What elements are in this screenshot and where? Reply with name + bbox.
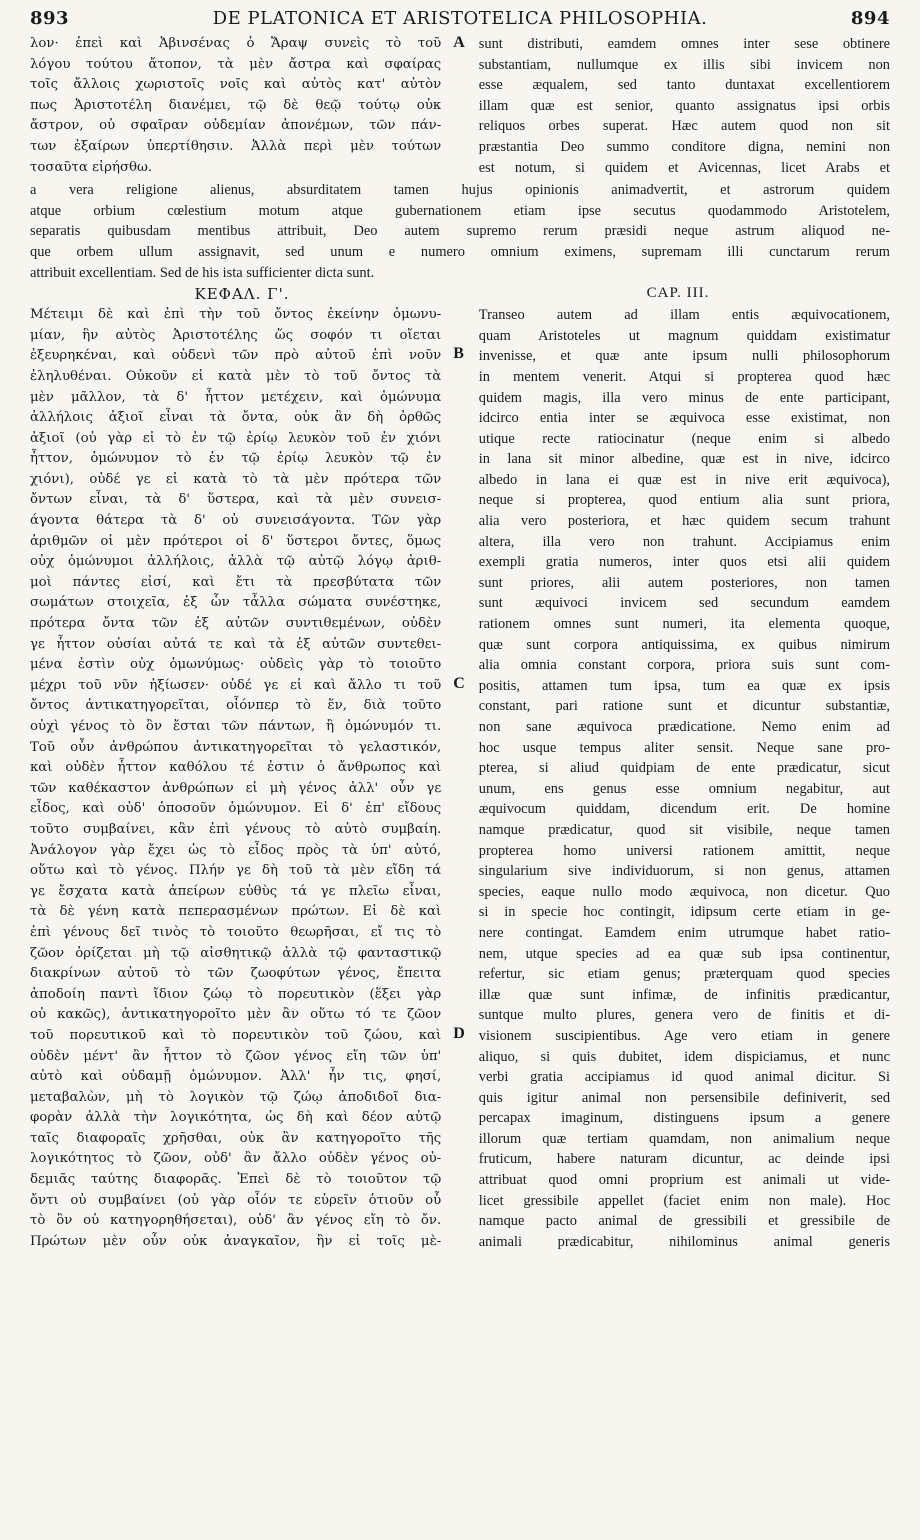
text-line: altera, illa vero non trahunt. Accipiamus enim [478,533,891,550]
text-line: aliquo, si quis dubitet, idem dispiciamus, et nunc [478,1048,891,1065]
text-line: οὐχὶ γένος τὸ ὂν ἔσται τῶν πάντων, ἢ ὁμώνυμόν τι. [30,719,442,734]
text-line: non sane æquivoca prædicatione. Nemo enim ad [478,719,891,735]
text-line: invenisse, et quæ ante ipsum nulli philosophorum [478,348,891,365]
text-line: sunt æquivoci invicem sed secundum eamdem [478,595,891,612]
text-line: pterea, si aliud quidpiam de ente prædicatur, sicut [478,760,891,777]
text-line: si in specie hoc contingit, idipsum certe etiam in ge- [478,904,891,921]
text-line: unum, ens genus esse omnium negabitur, aut [478,780,891,797]
section-marker-d: D [453,1025,465,1043]
text-line: Τοῦ οὖν ἀνθρώπου ἀντικατηγορεῖται τὸ γελαστικόν, [30,739,442,755]
text-line: suntque multo plures, genera vero de finitis et di- [478,1007,891,1024]
text-line: Μέτειμι δὲ καὶ ἐπὶ τὴν τοῦ ὄντος ἐκείνην ὁμωνυ- [30,307,442,323]
text-line: percapax imaginum, distinguens ipsum a genere [478,1110,891,1127]
text-line: οὕτω καὶ τὸ γένος. Πλήν γε δὴ τοῦ τὰ μὲν εἴδη τά [30,863,442,879]
text-line: animali prædicabitur, nihilominus animal generis [478,1233,891,1250]
text-line: idcirco entia inter se æquivoca esse existimat, non [478,410,891,427]
text-line: τοῖς ἄλλοις χωριστοῖς νοῖς καὶ αὐτὸς κατ' αὐτὸν [30,77,442,93]
text-line: namque pacto animal de gressibili et gressibile de [478,1213,891,1230]
text-line: πως Ἀριστοτέλη διανέμει, τῷ δὲ θεῷ τούτῳ οὐκ [30,97,442,113]
text-line: λογικότητος τὸ ζῶον, οὐδ' ἂν ἄλλο οὐδὲν γένος οὐ- [30,1151,442,1167]
text-line: positis, attamen tum ipsa, tum ea quæ ex ipsis [478,677,891,694]
text-line: οὐδὲν μέντ' ἂν ἧττον τὸ ζῶον γένος εἴη τῶν ὑπ' [30,1048,442,1064]
top-columns [30,34,890,178]
text-line: τὸ ὂν οὐ κατηγορηθήσεται), οὐδ' ἂν γένος εἴη τὸ ὄν. [30,1213,442,1229]
text-line: in mentem venerit. Atqui si propterea quod hæc [478,368,891,385]
text-line: reliquos orbes superat. Hæc autem quod non sit [478,118,891,135]
text-line: quæ sunt corpora antiquissima, ex quibus nimirum [478,636,891,653]
text-line: alia omnia constant corpora, priora suis sunt com- [478,657,891,674]
text-line: τοῦτο συμβαίνει, κἂν ἐπὶ γένους τὸ αὐτὸ συμβαίη. [30,821,442,837]
text-line: albedo in lana ei quæ est in nive erit æquivoca), [478,471,891,488]
latin-column-body [479,305,890,1252]
text-line: αὐτὸ καὶ οὐδαμῇ ὁμώνυμον. Ἀλλ' ἦν τις, φησί, [30,1069,442,1085]
text-line: των ἐξαίρων ὑπερτίθησιν. Ἀλλὰ περὶ μὲν τούτων [30,138,442,154]
text-line: σωμάτων στοιχεῖα, ἐξ ὧν τἆλλα σώματα συνέστηκε, [30,595,442,611]
greek-column-top [30,34,441,178]
text-line: quam Aristoteles ut magnum quiddam existimatur [478,327,891,344]
text-line: ταῖς διαφοραῖς χρῆσθαι, οὐκ ἂν κατηγοροῖτο τῆς [30,1130,442,1146]
text-line: sunt priores, alii autem posteriores, non tamen [478,574,891,591]
text-line: τοσαῦτα εἰρήσθω. [30,159,153,175]
text-line: τὰ δὲ γένη κατὰ πεπερασμένων πρώτων. Εἰ δὲ καὶ [30,904,442,920]
section-marker-a: A [453,34,465,51]
text-line: ἐπὶ γένους δεῖ τινὸς τὸ τοιοῦτο θεωρῆσαι, εἴ τις τὸ [30,924,442,940]
text-line: propterea homo universi rationem amittit, neque [478,842,891,859]
running-title: DE PLATONICA ET ARISTOTELICA PHILOSOPHIA. [212,8,708,29]
text-line: a vera religione alienus, absurditatem tamen hujus opinionis animadvertit, et astrorum quidem [30,182,890,199]
text-line: μοὶ πάντες εἰσί, καὶ ἔτι τὰ πρεσβύτατα τῶν [30,574,442,590]
text-line: nere contingat. Eamdem enim utrumque habet ratio- [478,924,891,941]
greek-chapter-heading: ΚΕΦΑΛ. Γ'. [194,285,290,304]
text-line: λόγου τούτου ἄτοπον, τὰ μὲν ἄστρα καὶ σφαίρας [30,56,442,72]
text-line: ζῶον ὁρίζεται μὴ τῷ αἰσθητικῷ ἀλλὰ τῷ φανταστικῷ [30,945,442,961]
text-line: ἀριθμῶν οἱ μὲν πρότεροι οἱ δ' ὕστεροι ὄντες, ὅμως [30,533,442,549]
text-line: μὲν μᾶλλον, τὰ δ' ἧττον μετέχειν, καὶ ὁμώνυμα [30,389,442,405]
text-line: πρότερα ὄντα τῶν ἐξ αὐτῶν συντιθεμένων, οὐδὲν [30,616,442,632]
text-line: separatis quibusdam mentibus attribuit, Deo autem supremo rerum præsidi neque astrum aliquod ne- [30,223,890,240]
text-line: Transeo autem ad illam entis æquivocationem, [478,307,891,324]
text-line: άγοντα θάτερα τὰ δ' οὐ συνεισάγοντα. Τῶν γὰρ [30,513,442,529]
text-line: verbi gratia accipiamus id quod animal dicitur. Si [478,1069,891,1086]
text-line: atque orbium cœlestium motum atque gubernationem etiam ipse secutus quodammodo Aristotelem, [30,202,890,219]
section-marker-c: C [453,675,465,693]
text-line: namque prædicatur, quod sit visibile, neque tamen [478,821,891,838]
right-page-number: 894 [850,8,890,29]
latin-column-top [479,34,890,178]
text-line: quidem magis, illa vero minus de ente participant, [478,389,891,406]
text-line: ἀποδοίη παντὶ ἴδιον ζώῳ τὸ πορευτικὸν (ἕξει γὰρ [30,986,442,1002]
section-marker-b: B [453,345,464,363]
text-line: nem, utque species ad ea quæ sub ipsa continentur, [478,945,891,962]
text-line: esse æqualem, sed tanto duntaxat excellentiorem [478,77,891,94]
latin-fullwidth-paragraph [30,180,890,283]
text-line: διακρίνων αὐτοῦ τὸ τῶν ζωοφύτων γένος, ἔπειτα [30,966,442,982]
text-line: δεμιᾶς ταύτης διαφορᾶς. Ἐπεὶ δὲ τὸ τοιοῦτον τῷ [30,1172,442,1188]
text-line: λον· ἐπεὶ καὶ Ἀβινσένας ὁ Ἄραψ συνεὶς τὸ τοῦ [30,36,442,51]
text-line: attribuit excellentiam. Sed de his ista sufficienter dicta sunt. [30,264,375,281]
text-line: ἐξευρηκέναι, καὶ οὐδενὶ τῶν πρὸ αὐτοῦ ἐπὶ νοῦν [30,348,442,364]
text-line: exempli gratia numeros, inter quos etsi alii quidem [478,554,891,571]
text-line: constant, pari ratione sunt et dicuntur substantiæ, [478,698,891,715]
text-line: γε ἔσχατα κατὰ ἀπείρων εὐθὺς τά γε πλεῖω εἶναι, [30,883,442,899]
text-line: φορὰν ἀλλὰ τὴν λογικότητα, ὡς δὴ καὶ δέον αὐτῷ [30,1110,442,1126]
running-header [30,8,890,34]
text-line: licet gressibile appellet (faciet enim non male). Hoc [478,1192,891,1209]
text-line: γε ἧττον οὐσίαι αὐτά τε καὶ τὰ ἐξ αὐτῶν συντεθει- [30,636,442,652]
text-line: quis igitur animal non persensibile definiverit, sed [478,1089,891,1106]
body-columns [30,305,890,1252]
text-line: que orbem ullum assignavit, sed unum e numero omnium eximens, supremam illi cunctarum rerum [30,243,890,260]
text-line: Ἀνάλογον γὰρ ἔχει ὡς τὸ εἶδος πρὸς τὰ ὑπ' αὐτό, [30,842,442,858]
text-line: refertur, sic etiam genus; præterquam quod species [478,966,891,983]
text-line: εἶδος, καὶ οὐδ' ὁποσοῦν ὁμώνυμον. Εἰ δ' ἐπ' εἴδους [30,801,442,817]
marker-column-top [453,34,467,178]
text-line: est notum, si quidem et Avicennas, licet Arabs et [478,159,891,176]
text-line: in lana sit minor albedine, quæ est in nive, idcirco [478,451,891,468]
text-line: utique recte ratiocinatur (neque enim si albedo [478,430,891,447]
chapter-headings [30,285,890,303]
text-line: μεταβαλὼν, μὴ τὸ λογικὸν τῷ ζώῳ ἀποδιδοῖ δια- [30,1089,442,1105]
text-line: οὐ κακῶς), ἀντικατηγοροῖτο μὲν ἂν οὕτω τό τε ζῶον [30,1007,442,1023]
text-line: Πρώτων μὲν οὖν οὐκ ἀναγκαῖον, ἢν εἰ τοῖς μὲ- [30,1233,442,1249]
text-line: illam quæ est senior, quanto assignatus ipsi orbis [478,97,891,114]
text-line: illæ quæ sunt infimæ, de infinitis prædicantur, [478,986,891,1003]
text-line: ἧττον, ὁμώνυμον τὸ ἐν τῷ ἐρίῳ λευκὸν τῷ ἐν [30,451,442,467]
text-line: ὄντος ἀντικατηγορεῖται, οἷόνπερ τὸ ἕν, διὰ τοῦτο [30,698,442,714]
text-line: æquivocum quiddam, dicendum erit. De homine [478,801,891,818]
text-line: καὶ οὐδὲν ἧττον καθόλου τέ ἐστιν ὁ ἄνθρωπος καὶ [30,760,442,776]
text-line: μίαν, ἣν αὐτὸς Ἀριστοτέλης ὥς σοφόν τι οἴεται [30,327,442,343]
text-line: præstantia Deo summo conditore digna, nemini non [478,138,891,155]
text-line: species, eaque nullo modo æquivoca, non dicetur. Quo [478,883,891,900]
text-line: ἐληλυθέναι. Οὐκοῦν εἰ κατὰ μὲν τὸ τοῦ ὄντος τὰ [30,368,442,384]
text-line: τοῦ πορευτικοῦ καὶ τὸ πορευτικὸν τοῦ ζώου, καὶ [30,1027,442,1043]
text-line: τῶν καθέκαστον ἀνθρώπων εἰ μὴ γένος ἀλλ' οὖν γε [30,780,442,796]
text-line: singularium sive individuorum, si non genus, attamen [478,863,891,880]
text-line: οὐχ ὁμώνυμοι ἀλλήλοις, ἀλλὰ τῷ αὐτῷ λόγῳ ἀριθ- [30,554,442,570]
greek-column-body [30,305,441,1252]
text-line: fruticum, habere naturam dicuntur, ac deinde ipsi [478,1151,891,1168]
text-line: rationem omnes sunt numeri, ita elementa quoque, [478,616,891,633]
marker-column-body [453,305,467,1252]
text-line: sunt distributi, eamdem omnes inter sese obtinere [478,36,891,52]
text-line: attribuat quod omni proprium est animali ut vide- [478,1172,891,1189]
text-line: ἀξιοῖ (οὐ γὰρ εἰ τὸ ἐν τῷ ἐρίῳ λευκὸν τοῦ ἐν χιόνι [30,430,442,446]
text-line: substantiam, nullumque ex illis sibi invicem non [478,56,891,73]
text-line: ἀλλήλοις ἀξιοῖ εἶναι τὰ ὄντα, οὐκ ἂν δὴ ὀρθῶς [30,410,442,426]
text-line: μέχρι τοῦ νῦν ἠξίωσεν· οὐδέ γε εἰ καὶ ἄλλο τι τοῦ [30,677,442,693]
text-line: hoc usque tempus aliter sensit. Neque sane pro- [478,739,891,756]
latin-chapter-heading: CAP. III. [646,285,710,302]
text-line: ὄντι οὐ συμβαίνει (οὐ γὰρ οἷόν τε εὑρεῖν ὁτιοῦν οὗ [30,1192,442,1208]
text-line: illorum quæ tertiam quamdam, non animalium neque [478,1130,891,1147]
left-page-number: 893 [30,8,70,29]
text-line: χιόνι), οὐδέ γε εἰ κατὰ τὸ τὰ μὲν πρότερα τῶν [30,471,442,487]
text-line: ὄντων εἶναι, τὰ δ' ὕστερα, καὶ τὰ μὲν συνεισ- [30,492,442,508]
text-line: ἄστρον, οὐ σφαῖραν οὐδεμίαν ἀπονέμων, τῶν πάν- [30,118,442,134]
text-line: visionem suscipientibus. Age vero etiam in genere [478,1027,891,1044]
text-line: alia vero posteriora, et hæc quidem secum trahunt [478,513,891,530]
text-line: neque si propterea, quod entium alia sunt priora, [478,492,891,509]
text-line: μένα ἐστὶν οὐχ ὁμωνύμως· οὐδεὶς γὰρ τὸ τοιοῦτο [30,657,442,673]
